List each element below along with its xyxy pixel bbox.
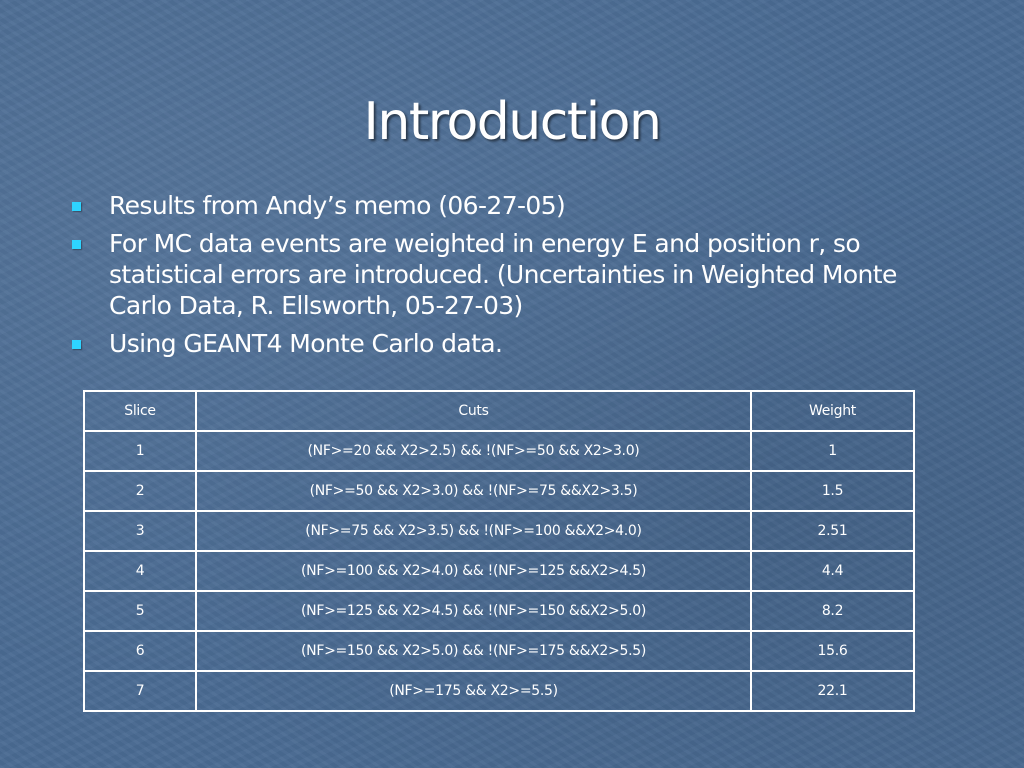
cell-cuts: (NF>=175 && X2>=5.5) — [196, 671, 751, 711]
cell-cuts: (NF>=20 && X2>2.5) && !(NF>=50 && X2>3.0) — [196, 431, 751, 471]
cell-weight: 1 — [751, 431, 914, 471]
table-row — [84, 511, 914, 551]
cell-cuts: (NF>=125 && X2>4.5) && !(NF>=150 &&X2>5.0) — [196, 591, 751, 631]
table-row — [84, 671, 914, 711]
bullet-item — [72, 190, 952, 221]
table-row — [84, 551, 914, 591]
header-slice: Slice — [84, 391, 196, 431]
cell-slice: 7 — [84, 671, 196, 711]
slide-title: Introduction — [363, 92, 661, 152]
square-bullet-icon — [72, 240, 81, 249]
cell-cuts: (NF>=150 && X2>5.0) && !(NF>=175 &&X2>5.5) — [196, 631, 751, 671]
bullet-item — [72, 228, 952, 321]
cell-weight: 4.4 — [751, 551, 914, 591]
table-row — [84, 471, 914, 511]
square-bullet-icon — [72, 202, 81, 211]
cell-slice: 4 — [84, 551, 196, 591]
cell-weight: 22.1 — [751, 671, 914, 711]
cell-cuts: (NF>=100 && X2>4.0) && !(NF>=125 &&X2>4.5) — [196, 551, 751, 591]
bullet-text: Results from Andy’s memo (06-27-05) — [109, 191, 566, 220]
cell-weight: 15.6 — [751, 631, 914, 671]
square-bullet-icon — [72, 340, 81, 349]
cell-slice: 2 — [84, 471, 196, 511]
table-row — [84, 431, 914, 471]
cell-cuts: (NF>=50 && X2>3.0) && !(NF>=75 &&X2>3.5) — [196, 471, 751, 511]
bullet-item — [72, 328, 952, 359]
cell-slice: 3 — [84, 511, 196, 551]
header-cuts: Cuts — [196, 391, 751, 431]
cell-slice: 6 — [84, 631, 196, 671]
table-row — [84, 591, 914, 631]
bullet-text: For MC data events are weighted in energy E and position r, so statistical errors are introduced. (Uncertainties in Weighted Monte Carlo Data, R. Ellsworth, 05-27-03) — [109, 229, 897, 320]
cell-slice: 5 — [84, 591, 196, 631]
cell-weight: 2.51 — [751, 511, 914, 551]
table-row — [84, 631, 914, 671]
bullet-text: Using GEANT4 Monte Carlo data. — [109, 329, 503, 358]
cell-weight: 1.5 — [751, 471, 914, 511]
bullet-list — [72, 190, 952, 366]
slice-weights-table — [83, 390, 915, 712]
header-weight: Weight — [751, 391, 914, 431]
cell-cuts: (NF>=75 && X2>3.5) && !(NF>=100 &&X2>4.0) — [196, 511, 751, 551]
cell-weight: 8.2 — [751, 591, 914, 631]
table-header-row — [84, 391, 914, 431]
cell-slice: 1 — [84, 431, 196, 471]
